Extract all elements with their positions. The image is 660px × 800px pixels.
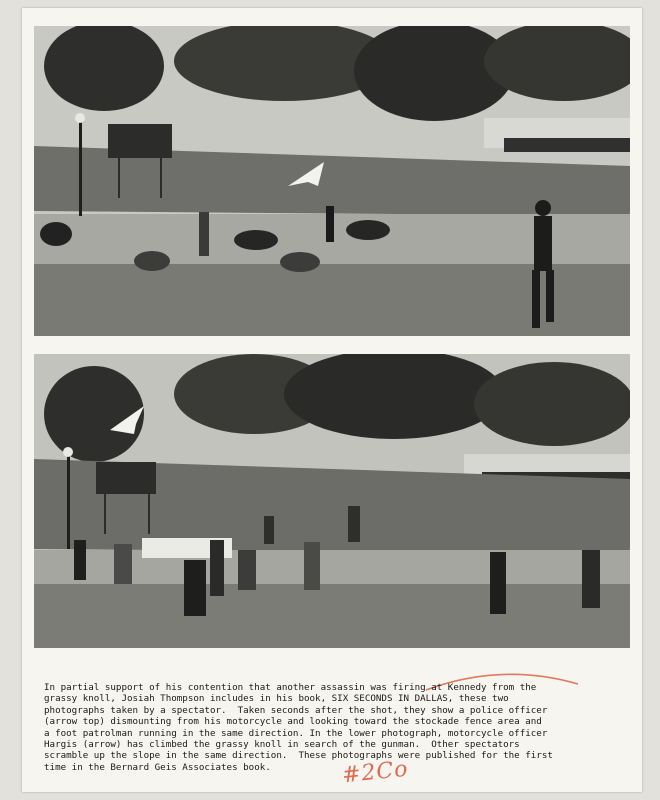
caption-line: scramble up the slope in the same direction. These photographs were published for the first [44, 750, 553, 762]
caption-line: photographs taken by a spectator. Taken seconds after the shot, they show a police officer [44, 704, 548, 716]
caption-line: (arrow top) dismounting from his motorcycle and looking toward the stockade fence area and [44, 716, 542, 728]
caption-line: grassy knoll, Josiah Thompson includes in his book, SIX SECONDS IN DALLAS, these two [44, 693, 509, 705]
caption-line: time in the Bernard Geis Associates book. [44, 761, 271, 773]
top-photograph [34, 26, 630, 336]
bottom-photograph [34, 354, 630, 648]
caption-line: In partial support of his contention that another assassin was firing at Kennedy from the [44, 682, 537, 693]
handwritten-annotation: #2Co [340, 756, 410, 789]
caption-line: a foot patrolman running in the same direction. In the lower photograph, motorcycle officer [44, 727, 548, 739]
caption-line: Hargis (arrow) has climbed the grassy knoll in search of the gunman. Other spectators [44, 739, 520, 751]
photo-print-sheet [22, 8, 642, 792]
caption-text [44, 682, 620, 773]
